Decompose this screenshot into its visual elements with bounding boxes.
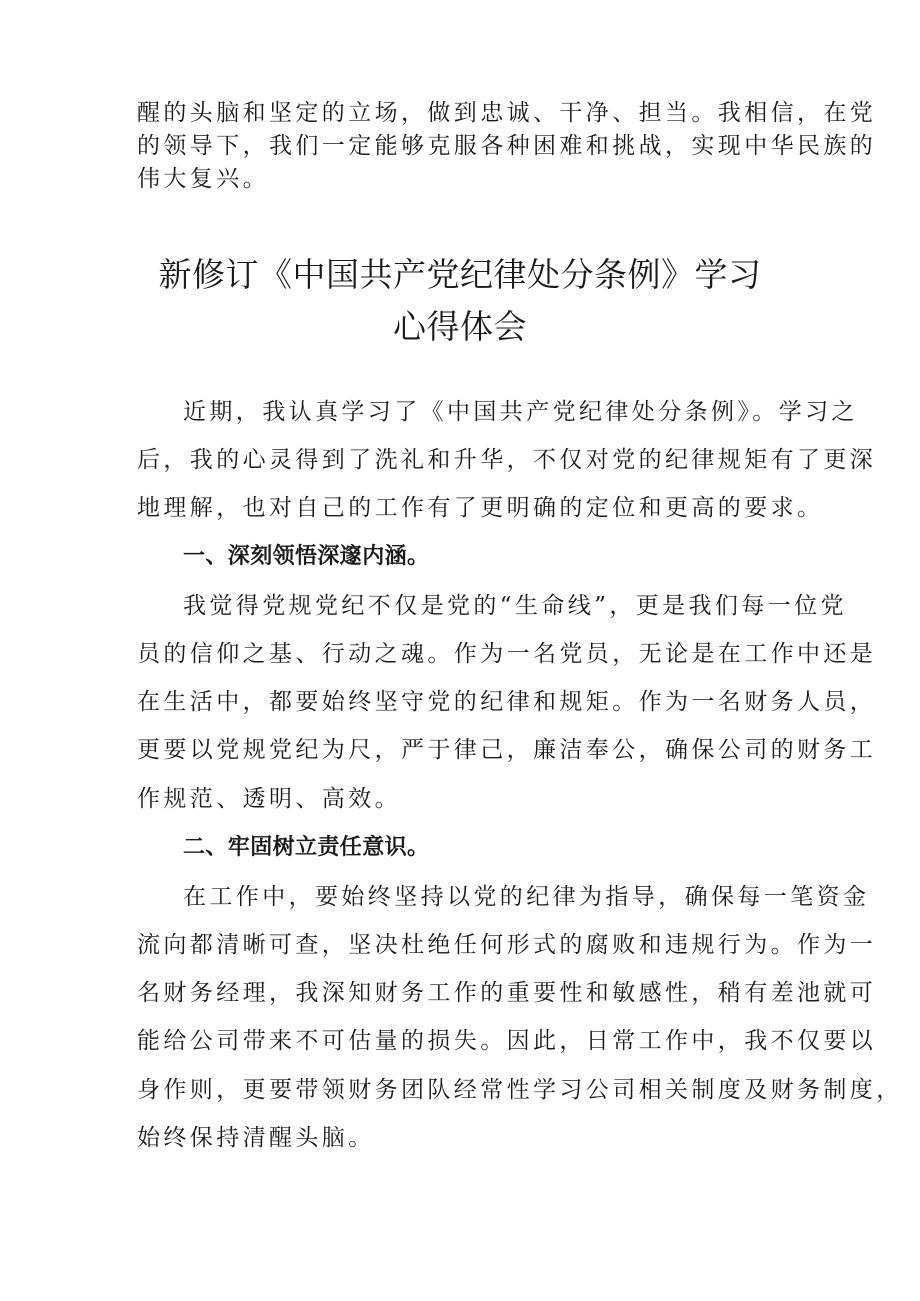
text-line: 能给公司带来不可估量的损失。因此，日常工作中，我不仅要以 <box>137 1028 877 1054</box>
text-line: 名财务经理，我深知财务工作的重要性和敏感性，稍有差池就可 <box>137 980 877 1006</box>
text-line: 在工作中，要始终坚持以党的纪律为指导，确保每一笔资金 <box>183 884 870 910</box>
text-line: 醒的头脑和坚定的立场，做到忠诚、干净、担当。我相信，在党 <box>137 100 877 126</box>
text-line: 作规范、透明、高效。 <box>137 786 401 812</box>
text-line: 身作则，更要带领财务团队经常性学习公司相关制度及财务制度， <box>137 1077 903 1103</box>
text-line: 我觉得党规党纪不仅是党的“生命线”，更是我们每一位党 <box>183 593 847 619</box>
text-line: 始终保持清醒头脑。 <box>137 1125 375 1151</box>
text-line: 伟大复兴。 <box>137 166 269 192</box>
text-line: 地理解，也对自己的工作有了更明确的定位和更高的要求。 <box>137 495 824 521</box>
text-line: 员的信仰之基、行动之魂。作为一名党员，无论是在工作中还是 <box>137 641 877 667</box>
title-line-2: 心得体会 <box>393 307 527 346</box>
text-line: 近期，我认真学习了《中国共产党纪律处分条例》。学习之 <box>183 399 858 425</box>
text-line: 后，我的心灵得到了洗礼和升华，不仅对党的纪律规矩有了更深 <box>137 447 877 473</box>
text-line: 流向都清晰可查，坚决杜绝任何形式的腐败和违规行为。作为一 <box>137 932 877 958</box>
section-heading-2: 二、牢固树立责任意识。 <box>183 835 430 860</box>
section-heading-1: 一、深刻领悟深邃内涵。 <box>183 544 430 569</box>
text-line: 在生活中，都要始终坚守党的纪律和规矩。作为一名财务人员， <box>137 689 877 715</box>
text-line: 更要以党规党纪为尺，严于律己，廉洁奉公，确保公司的财务工 <box>137 737 877 763</box>
title-line-1: 新修订《中国共产党纪律处分条例》学习 <box>158 255 762 294</box>
text-line: 的领导下，我们一定能够克服各种困难和挑战，实现中华民族的 <box>137 133 877 159</box>
